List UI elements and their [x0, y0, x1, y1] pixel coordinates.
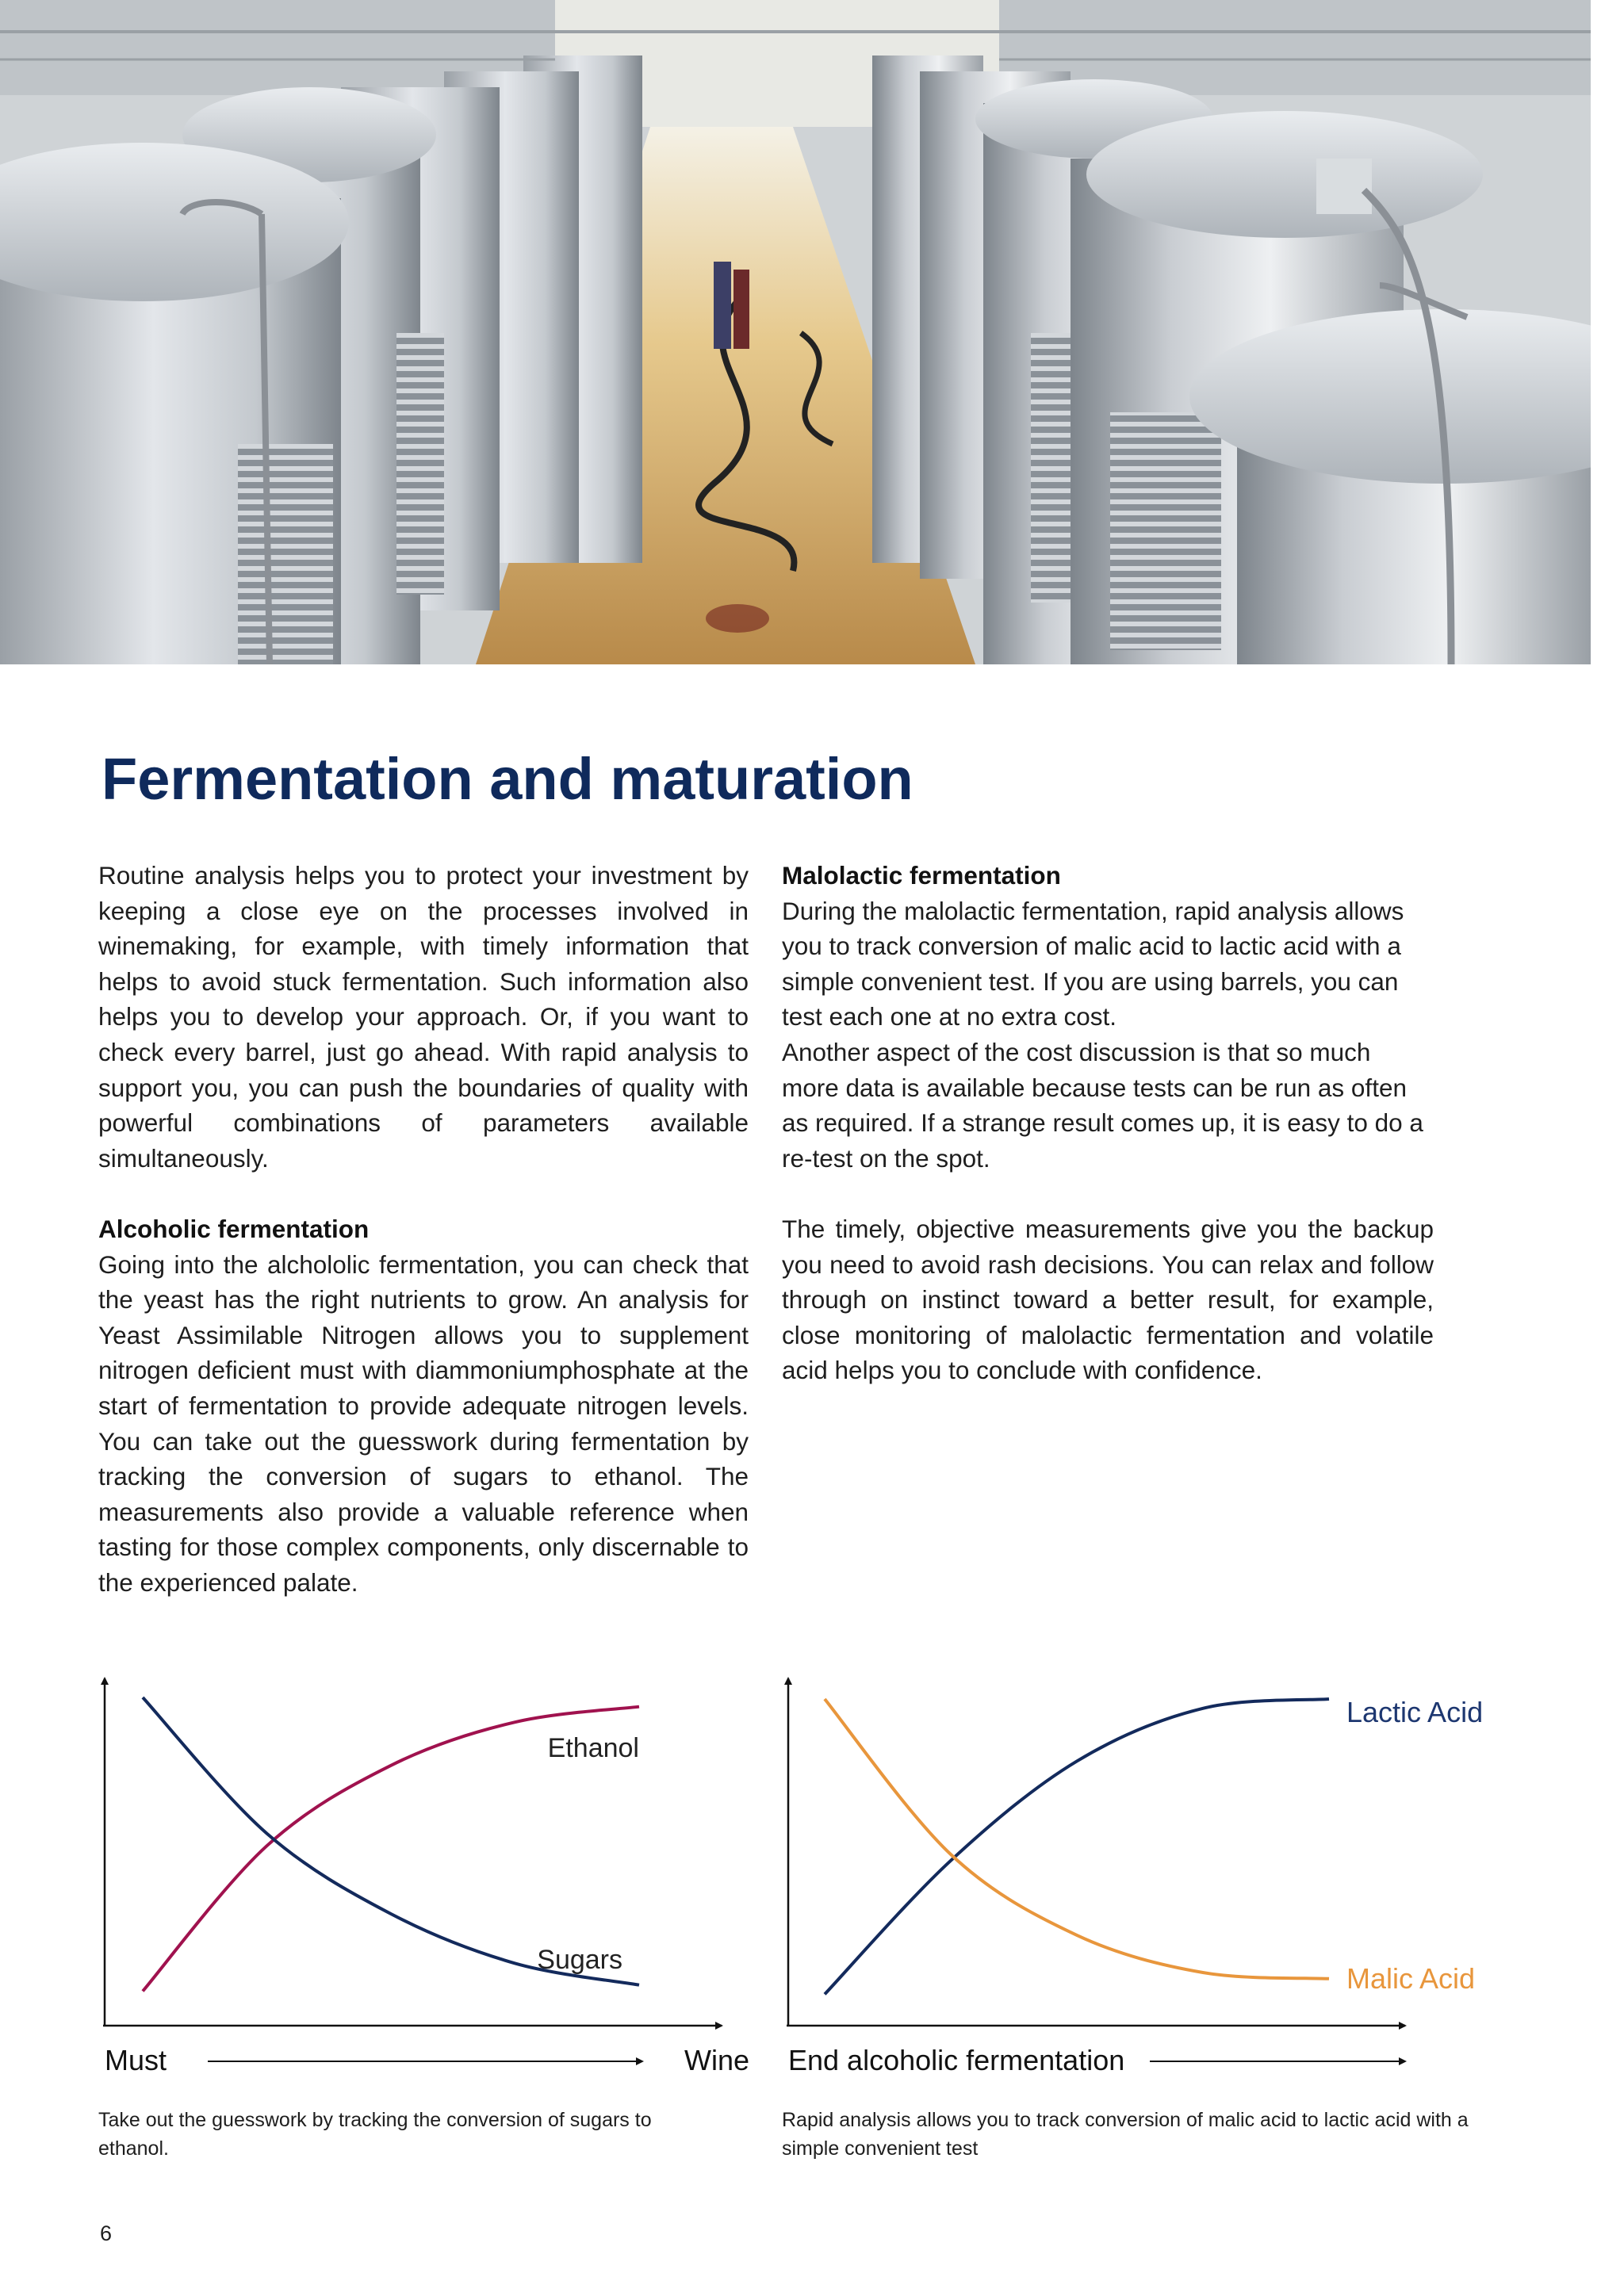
conclusion-paragraph: The timely, objective measurements give you the backup you need to avoid rash decisions. You can relax and follow through on instinct toward a better result, for example, close monitoring of malolactic fermentation and volatile acid helps you to conclude with confidence.: [782, 1214, 1434, 1385]
page-number: 6: [100, 2221, 113, 2245]
left-text-column: [98, 858, 749, 1600]
right-text-column: [782, 858, 1434, 1388]
right-chart-caption: Rapid analysis allows you to track conversion of malic acid to lactic acid with a simple convenient test: [782, 2109, 1469, 2160]
fermentation-chart: [71, 1661, 761, 2113]
ethanol-label: Ethanol: [547, 1733, 639, 1763]
page-title: Fermentation and maturation: [102, 746, 914, 812]
winery-tanks-photo: [0, 0, 1591, 664]
lactic-acid-label: Lactic Acid: [1346, 1696, 1484, 1728]
lactic-acid-line: [825, 1699, 1329, 1994]
x-end-label: Wine: [684, 2044, 749, 2076]
malic-acid-line: [825, 1699, 1329, 1979]
alcoholic-fermentation-paragraph: Going into the alchololic fermentation, you can check that the yeast has the right nutrients to grow. An analysis for Yeast Assimilable Nitrogen allows you to supplement nitrogen deficient must with diammoniumphosphate at the start of fermentation to provide adequate nitrogen levels. You can take out the guesswork during fermentation by tracking the conversion of sugars to ethanol. The measurements also provide a valuable reference when tasting for those complex components, only discernable to the experienced palate.: [98, 1249, 749, 1597]
malic-acid-label: Malic Acid: [1346, 1962, 1476, 1995]
intro-paragraph: Routine analysis helps you to protect your investment by keeping a close eye on the processes involved in winemaking, for example, with timely information that helps to avoid stuck fermentation. Such information also helps you to develop your approach. Or, if you want to check every barrel, just go ahead. With rapid analysis to support you, you can push the boundaries of quality with powerful combinations of parameters available simultaneously.: [98, 861, 749, 1173]
left-chart-caption: Take out the guesswork by tracking the conversion of sugars to ethanol.: [98, 2109, 652, 2160]
malolactic-paragraph-1: During the malolactic fermentation, rapid analysis allows you to track conversion of malic acid to lactic acid with a simple convenient test. If you are using barrels, you can test each one at no extra cost.: [782, 896, 1404, 1031]
sugars-label: Sugars: [537, 1945, 622, 1975]
malolactic-fermentation-heading: Malolactic fermentation: [782, 861, 1061, 890]
alcoholic-fermentation-heading: Alcoholic fermentation: [98, 1214, 370, 1243]
malolactic-chart: [761, 1661, 1554, 2113]
x-start-label: Must: [105, 2044, 167, 2076]
malolactic-paragraph-2: Another aspect of the cost discussion is that so much more data is available because tests can be run as often as required. If a strange result comes up, it is easy to do a re-test on the spot.: [782, 1037, 1423, 1173]
x-start-label: End alcoholic fermentation: [788, 2044, 1125, 2076]
